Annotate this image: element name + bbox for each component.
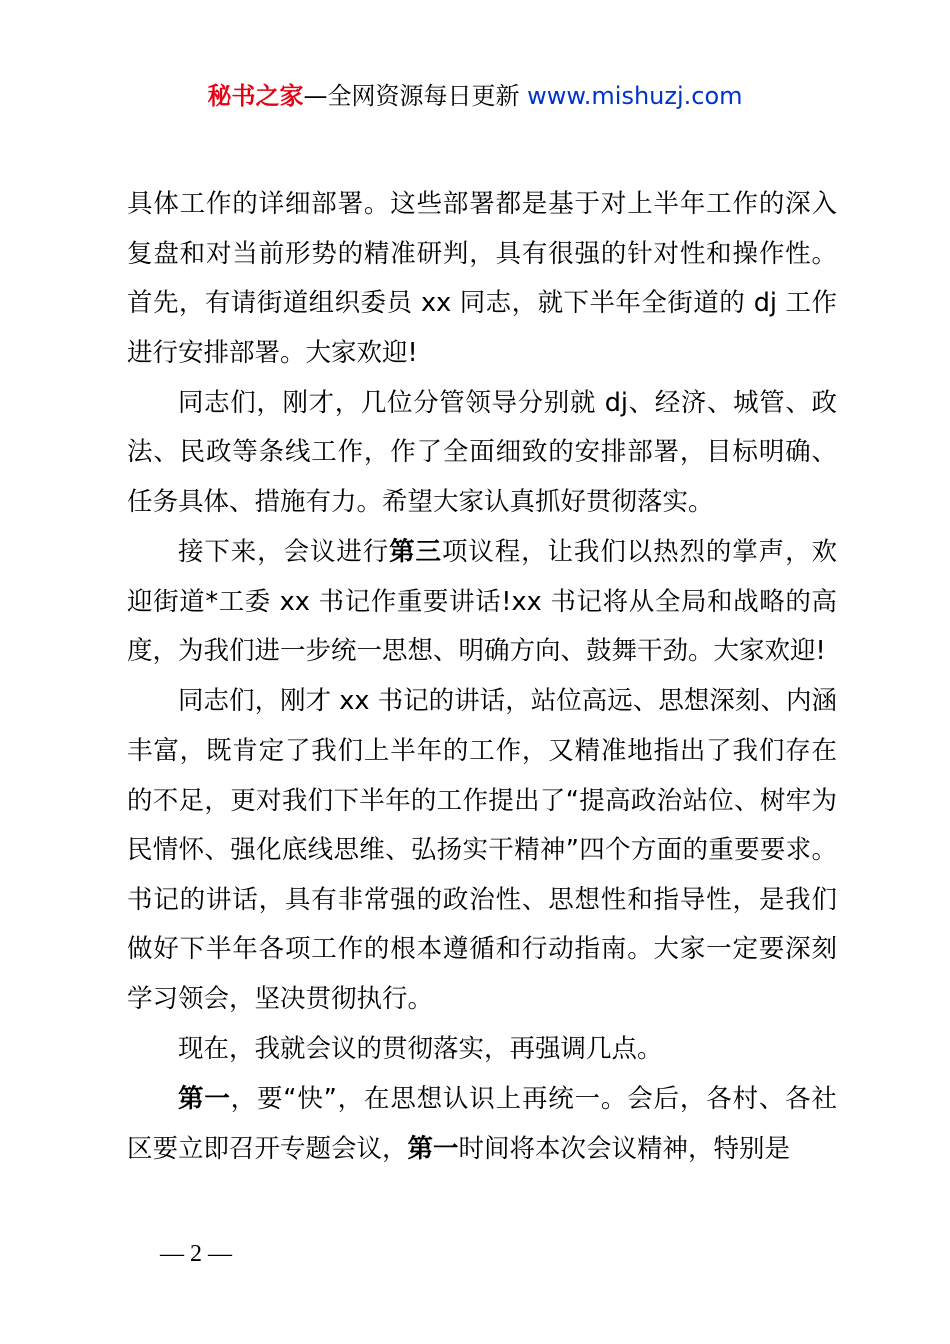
paragraph-1: 具体工作的详细部署。这些部署都是基于对上半年工作的深入复盘和对当前形势的精准研判，具有很强的针对性和操作性。首先，有请街道组织委员 xx 同志，就下半年全街道的 dj 工作进行安排部署。大家欢迎! (127, 189, 837, 368)
brand-name: 秘书之家 (207, 82, 304, 110)
paragraph-6 (127, 1075, 837, 1174)
document-body (127, 180, 837, 1174)
paragraph-5: 现在，我就会议的贯彻落实，再强调几点。 (178, 1034, 663, 1065)
paragraph-6-text-b: 时间将本次会议精神，特别是 (458, 1133, 791, 1164)
paragraph-3-emphasis: 第三 (389, 537, 442, 568)
paragraph-2: 同志们，刚才，几位分管领导分别就 dj、经济、城管、政法、民政等条线工作，作了全面细致的安排部署，目标明确、任务具体、措施有力。希望大家认真抓好贯彻落实。 (127, 387, 837, 518)
paragraph-3 (127, 528, 837, 677)
site-header (0, 80, 950, 112)
paragraph-4: 同志们，刚才 xx 书记的讲话，站位高远、思想深刻、内涵丰富，既肯定了我们上半年的工作，又精准地指出了我们存在的不足，更对我们下半年的工作提出了“提高政治站位、树牢为民情怀、强化底线思维、弘扬实干精神”四个方面的重要要求。书记的讲话，具有非常强的政治性、思想性和指导性，是我们做好下半年各项工作的根本遵循和行动指南。大家一定要深刻学习领会，坚决贯彻执行。 (127, 686, 837, 1014)
paragraph-6-emphasis-1: 第一 (178, 1084, 231, 1115)
paragraph-3-text-b: 项议程，让我们以热烈的掌声，欢迎街道*工委 xx 书记作重要讲话!xx 书记将从全局和战略的高度，为我们进一步统一思想、明确方向、鼓舞干劲。大家欢迎! (127, 537, 837, 667)
paragraph-3-text-a: 接下来，会议进行 (178, 537, 390, 568)
site-url[interactable]: www.mishuzj.com (527, 82, 743, 110)
brand-tagline: —全网资源每日更新 (303, 82, 528, 110)
paragraph-6-text-a: ，要“快”，在思想认识上再统一。会后，各村、各社区要立即召开专题会议， (127, 1084, 837, 1164)
page-number: — 2 — (160, 1241, 232, 1267)
paragraph-6-emphasis-2: 第一 (407, 1133, 459, 1164)
